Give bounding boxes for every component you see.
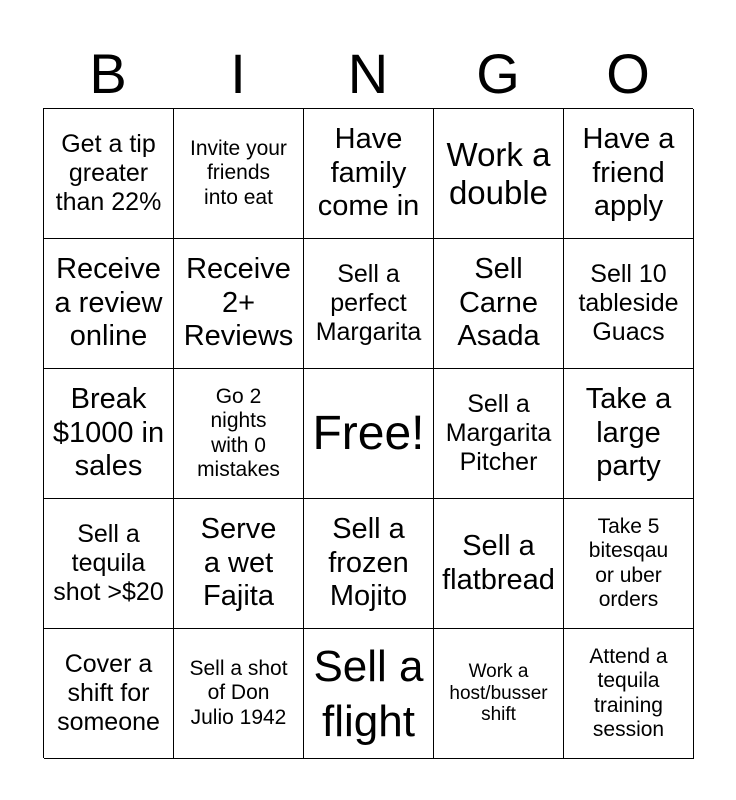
bingo-cell-r5-c2[interactable]: Sell a shot of Don Julio 1942 <box>174 629 304 759</box>
header-letter-o: O <box>606 42 650 105</box>
bingo-cell-r3-c1[interactable]: Break $1000 in sales <box>44 369 174 499</box>
bingo-cell-r3-c4[interactable]: Sell a Margarita Pitcher <box>434 369 564 499</box>
bingo-cell-r1-c4[interactable]: Work a double <box>434 109 564 239</box>
bingo-cell-r1-c1[interactable]: Get a tip greater than 22% <box>44 109 174 239</box>
bingo-cell-free[interactable]: Free! <box>304 369 434 499</box>
bingo-cell-r4-c5[interactable]: Take 5 bitesqau or uber orders <box>564 499 694 629</box>
bingo-cell-r5-c4[interactable]: Work a host/busser shift <box>434 629 564 759</box>
bingo-header <box>43 40 693 108</box>
bingo-cell-r3-c2[interactable]: Go 2 nights with 0 mistakes <box>174 369 304 499</box>
bingo-cell-r4-c4[interactable]: Sell a flatbread <box>434 499 564 629</box>
bingo-cell-r1-c2[interactable]: Invite your friends into eat <box>174 109 304 239</box>
bingo-cell-r4-c2[interactable]: Serve a wet Fajita <box>174 499 304 629</box>
bingo-cell-r5-c1[interactable]: Cover a shift for someone <box>44 629 174 759</box>
header-letter-b: B <box>89 42 127 105</box>
header-letter-g: G <box>476 42 520 105</box>
bingo-cell-r1-c3[interactable]: Have family come in <box>304 109 434 239</box>
bingo-cell-r4-c1[interactable]: Sell a tequila shot >$20 <box>44 499 174 629</box>
header-letter-n: N <box>347 42 389 105</box>
bingo-cell-r2-c3[interactable]: Sell a perfect Margarita <box>304 239 434 369</box>
header-letter-i: I <box>230 42 246 105</box>
bingo-cell-r5-c5[interactable]: Attend a tequila training session <box>564 629 694 759</box>
bingo-cell-r1-c5[interactable]: Have a friend apply <box>564 109 694 239</box>
bingo-board <box>43 108 693 758</box>
bingo-cell-r2-c1[interactable]: Receive a review online <box>44 239 174 369</box>
bingo-cell-r2-c2[interactable]: Receive 2+ Reviews <box>174 239 304 369</box>
bingo-cell-r3-c5[interactable]: Take a large party <box>564 369 694 499</box>
bingo-cell-r2-c5[interactable]: Sell 10 tableside Guacs <box>564 239 694 369</box>
bingo-cell-r2-c4[interactable]: Sell Carne Asada <box>434 239 564 369</box>
bingo-cell-r4-c3[interactable]: Sell a frozen Mojito <box>304 499 434 629</box>
bingo-cell-r5-c3[interactable]: Sell a flight <box>304 629 434 759</box>
